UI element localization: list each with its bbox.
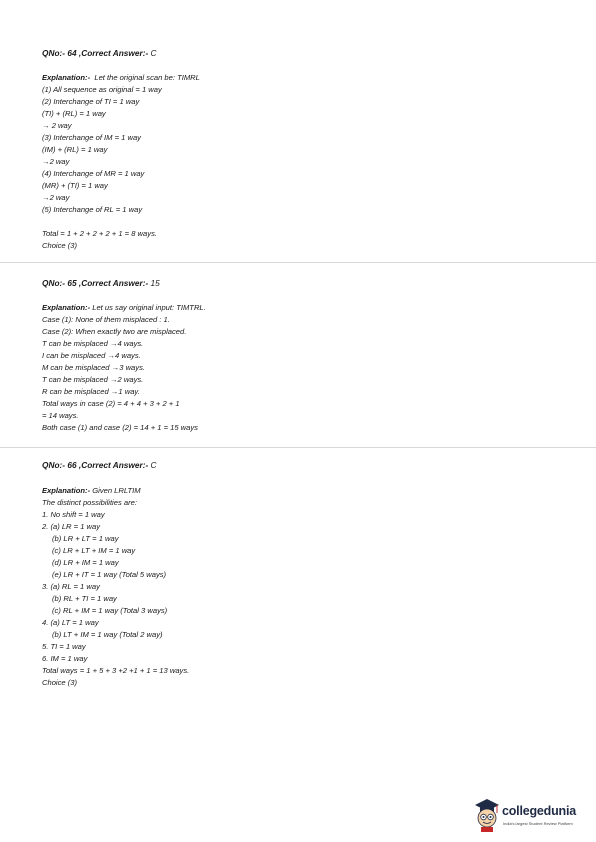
correct-answer-label: ,Correct Answer:- bbox=[78, 460, 149, 470]
logo-tagline: India's largest Student Review Platform bbox=[503, 821, 573, 826]
correct-answer-label: ,Correct Answer:- bbox=[78, 278, 149, 288]
explanation-line: The distinct possibilities are: bbox=[42, 498, 137, 507]
explanation-65 bbox=[42, 302, 206, 434]
correct-answer-value: C bbox=[150, 48, 157, 58]
correct-answer-label: ,Correct Answer:- bbox=[78, 48, 149, 58]
explanation-line: 1. No shift = 1 way bbox=[42, 510, 105, 519]
explanation-line: → 2 way bbox=[42, 121, 72, 130]
question-header-66 bbox=[42, 460, 157, 470]
mascot-icon bbox=[472, 796, 502, 832]
explanation-line: (4) Interchange of MR = 1 way bbox=[42, 169, 145, 178]
explanation-line: (3) Interchange of IM = 1 way bbox=[42, 133, 141, 142]
explanation-line: 3. (a) RL = 1 way bbox=[42, 582, 100, 591]
question-header-65 bbox=[42, 278, 160, 288]
explanation-line: T can be misplaced →4 ways. bbox=[42, 339, 144, 348]
qno-value: 66 bbox=[67, 460, 77, 470]
explanation-label: Explanation:- bbox=[42, 303, 91, 312]
explanation-line: Let us say original input: TIMTRL. bbox=[92, 303, 206, 312]
explanation-66 bbox=[42, 485, 189, 689]
correct-answer-value: C bbox=[150, 460, 157, 470]
explanation-line: (c) RL + IM = 1 way (Total 3 ways) bbox=[52, 606, 168, 615]
explanation-label: Explanation:- bbox=[42, 486, 91, 495]
explanation-line: →2 way bbox=[42, 157, 70, 166]
explanation-line: Case (1): None of them misplaced : 1. bbox=[42, 315, 170, 324]
explanation-line: Both case (1) and case (2) = 14 + 1 = 15 ways bbox=[42, 423, 198, 432]
divider bbox=[0, 262, 596, 263]
explanation-line: Let the original scan be: TIMRL bbox=[94, 73, 200, 82]
explanation-line: Total ways = 1 + 5 + 3 +2 +1 + 1 = 13 ways. bbox=[42, 666, 190, 675]
explanation-line: (IM) + (RL) = 1 way bbox=[42, 145, 108, 154]
explanation-line: (2) Interchange of TI = 1 way bbox=[42, 97, 140, 106]
qno-value: 65 bbox=[67, 278, 77, 288]
divider bbox=[0, 447, 596, 448]
collegedunia-logo bbox=[472, 796, 592, 836]
explanation-line: (d) LR + IM = 1 way bbox=[52, 558, 119, 567]
explanation-line: (c) LR + LT + IM = 1 way bbox=[52, 546, 136, 555]
explanation-line: M can be misplaced →3 ways. bbox=[42, 363, 145, 372]
explanation-label: Explanation:- bbox=[42, 73, 91, 82]
explanation-line: (5) Interchange of RL = 1 way bbox=[42, 205, 143, 214]
explanation-line: 2. (a) LR = 1 way bbox=[42, 522, 101, 531]
correct-answer-value: 15 bbox=[150, 278, 160, 288]
explanation-line: (1) All sequence as original = 1 way bbox=[42, 85, 162, 94]
explanation-line: (b) RL + TI = 1 way bbox=[52, 594, 117, 603]
explanation-line: Choice (3) bbox=[42, 678, 78, 687]
explanation-line: (MR) + (TI) = 1 way bbox=[42, 181, 108, 190]
explanation-line: (e) LR + IT = 1 way (Total 5 ways) bbox=[52, 570, 167, 579]
explanation-line: T can be misplaced →2 ways. bbox=[42, 375, 144, 384]
explanation-line: (b) LT + IM = 1 way (Total 2 way) bbox=[52, 630, 163, 639]
explanation-line: 5. TI = 1 way bbox=[42, 642, 86, 651]
choice-line: Choice (3) bbox=[42, 241, 78, 250]
logo-wordmark: collegedunia bbox=[502, 804, 577, 818]
explanation-line: (b) LR + LT = 1 way bbox=[52, 534, 119, 543]
total-line: Total = 1 + 2 + 2 + 2 + 1 = 8 ways. bbox=[42, 229, 157, 238]
explanation-line: = 14 ways. bbox=[42, 411, 79, 420]
explanation-line: Given LRLTIM bbox=[92, 486, 141, 495]
question-header-64 bbox=[42, 48, 157, 58]
explanation-line: I can be misplaced →4 ways. bbox=[42, 351, 141, 360]
explanation-line: Case (2): When exactly two are misplaced. bbox=[42, 327, 187, 336]
explanation-line: (TI) + (RL) = 1 way bbox=[42, 109, 106, 118]
explanation-64 bbox=[42, 72, 200, 252]
explanation-line: Total ways in case (2) = 4 + 4 + 3 + 2 + 1 bbox=[42, 399, 180, 408]
qno-value: 64 bbox=[67, 48, 77, 58]
explanation-line: 4. (a) LT = 1 way bbox=[42, 618, 99, 627]
qno-label: QNo:- bbox=[42, 278, 66, 288]
qno-label: QNo:- bbox=[42, 48, 66, 58]
explanation-line: R can be misplaced →1 way. bbox=[42, 387, 140, 396]
explanation-line: →2 way bbox=[42, 193, 70, 202]
explanation-line: 6. IM = 1 way bbox=[42, 654, 88, 663]
qno-label: QNo:- bbox=[42, 460, 66, 470]
